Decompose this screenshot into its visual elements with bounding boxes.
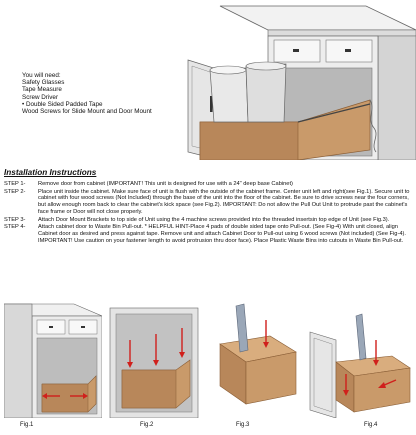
list-item: Wood Screws for Slide Mount and Door Mount: [22, 108, 152, 116]
instructions-heading: Installation Instructions: [4, 168, 97, 177]
figure-4-illustration: [306, 300, 412, 418]
figure-4-caption: Fig.4: [364, 422, 378, 428]
step-text: Attach Door Mount Brackets to top side of Unit using the 4 machine screws provided into the threaded insertsin top edge of Unit (see Fig.3).: [38, 216, 390, 223]
instruction-steps: [4, 181, 412, 245]
step-1: [4, 181, 412, 188]
list-item: Tape Measure: [22, 86, 62, 94]
figure-3-illustration: [206, 300, 302, 418]
step-label: STEP 1-: [4, 181, 26, 187]
step-text: Attach cabinet door to Waste Bin Pull-out. * HELPFUL HINT-Place 4 pads of double sided tape onto Pull-out. (See Fig-4) With unit closed, align Cabinet door as desired and press against tape. Remove unit and attach Cabinet Door to Pull-out using 6 wood screws (Not included) (See Fig-4). IMPORTANT! Use caution on your fastener length to avoid protrusion thru door face). Place Plastic Waste Bins into cutouts in Waste Bin Pull-out.: [38, 224, 408, 244]
step-text: Place unit inside the cabinet. Make sure face of unit is flush with the outside of the cabinet frame. Center unit left and right(see Fig.1). Secure unit to cabinet with four wood screws (Not Included) through the base of the unit into the floor of the cabinet. Be sure to drive screws near the four corners, but allow enough room back to clear the cabinet's kick space (see Fig.2). IMPORTANT: Do not allow the Pull Out Unit to protrude past the cabinet's face frame or Door will not close properly.: [38, 188, 412, 215]
step-label: STEP 4-: [4, 224, 26, 231]
step-label: STEP 2-: [4, 188, 26, 195]
step-4: [4, 224, 412, 244]
figure-2-illustration: [106, 300, 202, 418]
figure-1-caption: Fig.1: [20, 422, 34, 428]
list-item: Screw Driver: [22, 93, 59, 101]
step-2: [4, 189, 412, 216]
you-will-need-list: [22, 72, 152, 115]
figure-2-caption: Fig.2: [140, 422, 154, 428]
figure-1-illustration: [4, 300, 102, 418]
step-text: Remove door from cabinet (IMPORTANT! This unit is designed for use with a 24" deep base Cabinet): [38, 181, 293, 187]
cabinet-pullout-illustration: [170, 0, 416, 160]
step-label: STEP 3-: [4, 216, 26, 223]
step-3: [4, 217, 412, 224]
figure-3-caption: Fig.3: [236, 422, 250, 428]
list-item: • Double Sided Padded Tape: [22, 100, 103, 108]
list-item: Safety Glasses: [22, 79, 65, 87]
you-will-need-title: You will need:: [22, 72, 61, 79]
